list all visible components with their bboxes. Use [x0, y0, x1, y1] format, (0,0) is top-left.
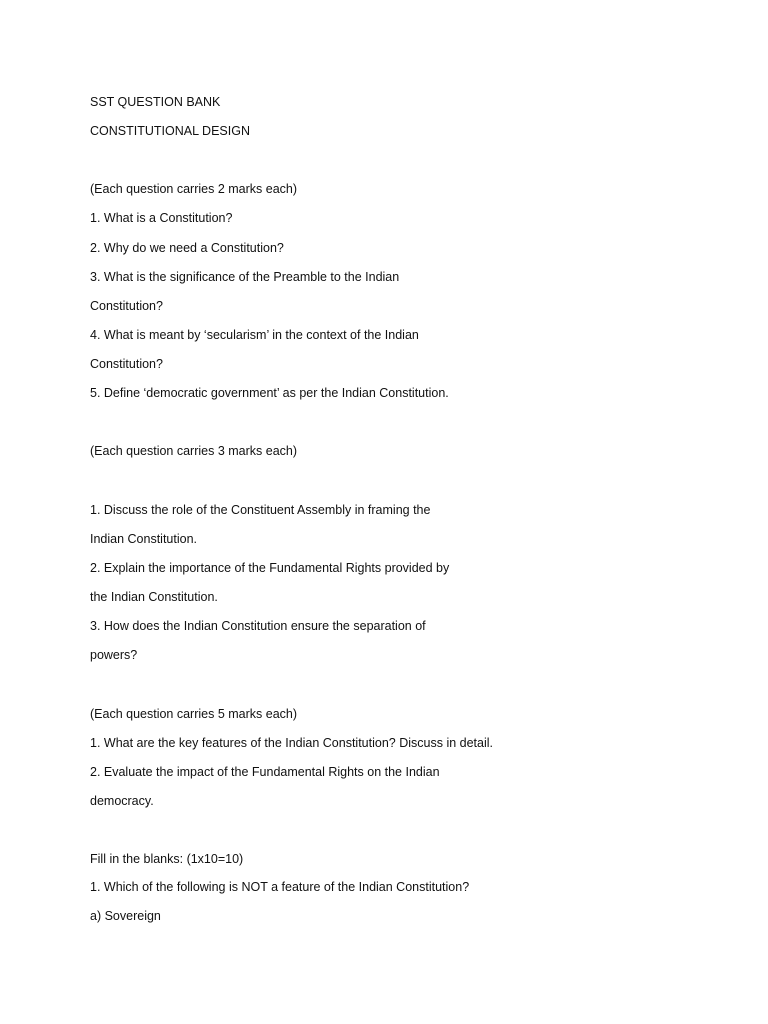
question-line: 5. Define ‘democratic government’ as per the Indian Constitution. — [90, 386, 449, 400]
question-line: the Indian Constitution. — [90, 590, 218, 604]
question-line: Constitution? — [90, 299, 163, 313]
chapter-title: CONSTITUTIONAL DESIGN — [90, 124, 250, 138]
fill-blanks-heading: Fill in the blanks: (1x10=10) — [90, 852, 244, 866]
question-line: 4. What is meant by ‘secularism’ in the context of the Indian — [90, 328, 419, 342]
option-line: a) Sovereign — [90, 909, 161, 923]
document-title: SST QUESTION BANK — [90, 95, 221, 109]
section-2marks-heading: (Each question carries 2 marks each) — [90, 182, 298, 196]
question-line: 1. What are the key features of the Indian Constitution? Discuss in detail. — [90, 736, 493, 750]
question-line: 1. What is a Constitution? — [90, 211, 233, 225]
question-line: Indian Constitution. — [90, 532, 198, 546]
question-line: democracy. — [90, 794, 154, 808]
section-3marks-heading: (Each question carries 3 marks each) — [90, 444, 298, 458]
question-line: 2. Explain the importance of the Fundamental Rights provided by — [90, 561, 450, 575]
question-line: 2. Why do we need a Constitution? — [90, 241, 284, 255]
question-line: 1. Which of the following is NOT a feature of the Indian Constitution? — [90, 880, 470, 894]
question-line: 1. Discuss the role of the Constituent Assembly in framing the — [90, 503, 431, 517]
question-line: 3. What is the significance of the Preamble to the Indian — [90, 270, 400, 284]
question-line: 2. Evaluate the impact of the Fundamental Rights on the Indian — [90, 765, 440, 779]
section-5marks-heading: (Each question carries 5 marks each) — [90, 707, 298, 721]
question-line: powers? — [90, 648, 138, 662]
question-line: Constitution? — [90, 357, 163, 371]
question-line: 3. How does the Indian Constitution ensure the separation of — [90, 619, 426, 633]
